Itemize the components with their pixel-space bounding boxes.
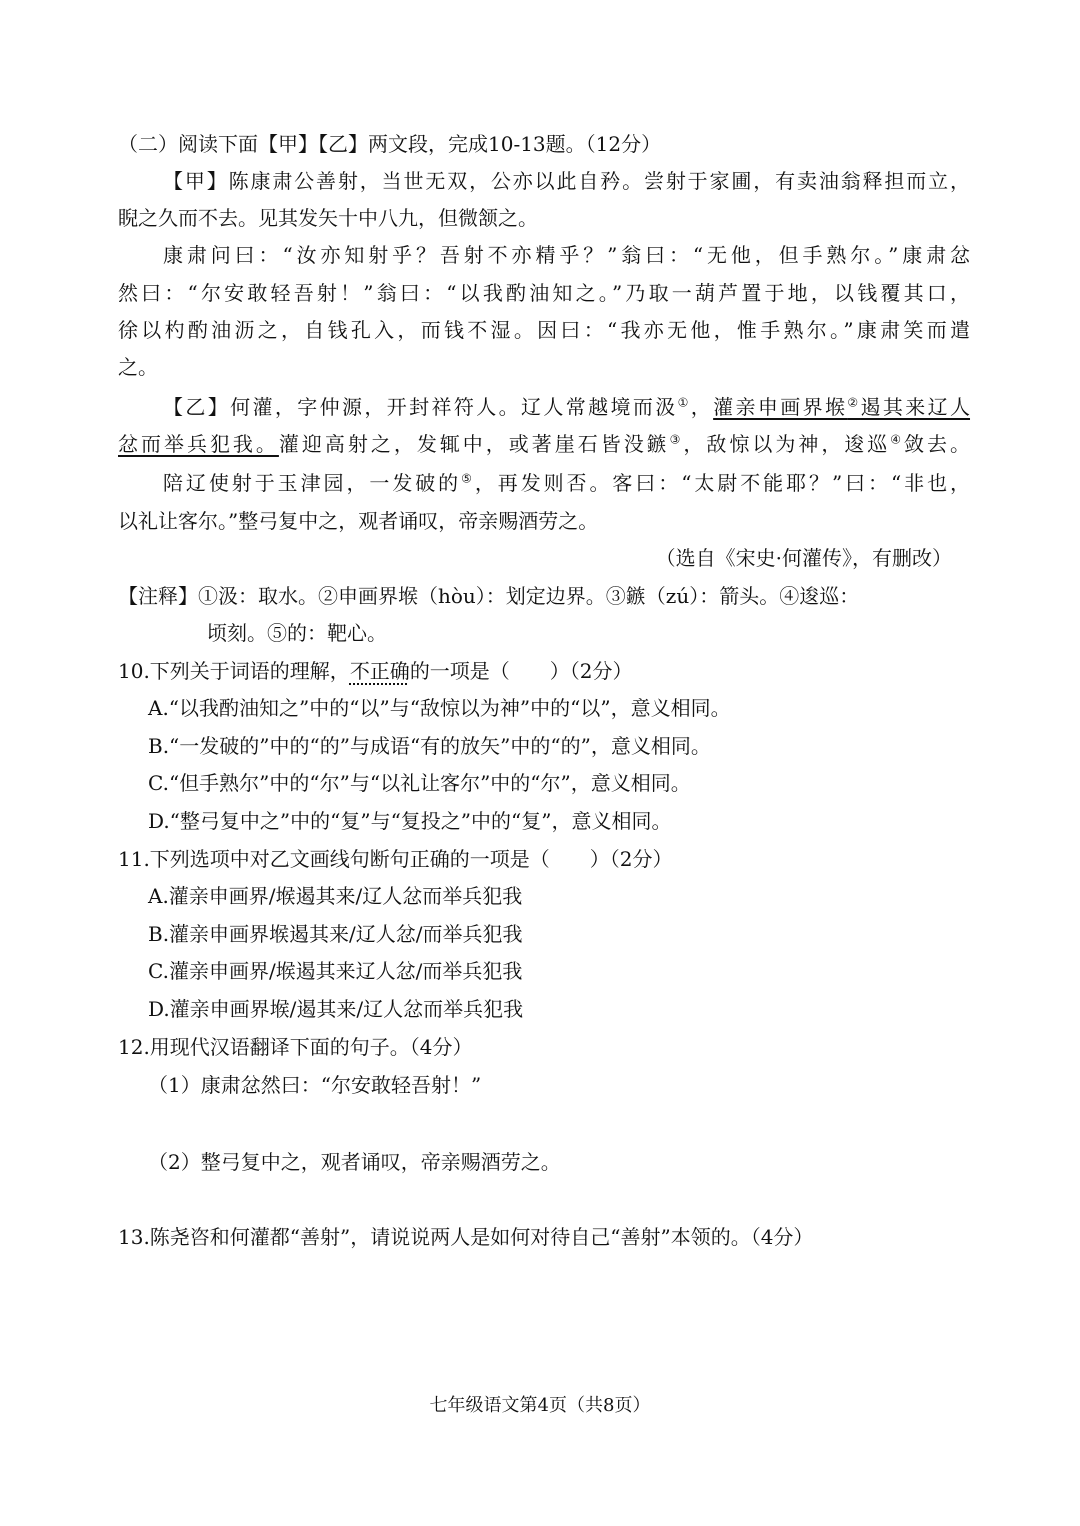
footnote-mark-5: ⑤ (461, 471, 475, 486)
footnote-mark-4: ④ (890, 432, 905, 447)
question-11-stem: 11.下列选项中对乙文画线句断句正确的一项是（ ）（2分） (118, 847, 673, 871)
passage-jia-line-6: 之。 (118, 355, 158, 379)
question-11-option-b: B.灌亲申画界堠遏其来/辽人忿/而举兵犯我 (148, 922, 523, 946)
passage-yi-line-1: 【乙】何灌，字仲源，开封祥符人。辽人常越境而汲①，灌亲申画界堠②遏其来辽人 (163, 395, 971, 419)
passage-jia-line-2: 睨之久而不去。见其发矢十中八九，但微颔之。 (118, 206, 538, 230)
passage-jia-line-4: 然曰：“尔安敢轻吾射！”翁曰：“以我酌油知之。”乃取一葫芦置于地，以钱覆其口， (118, 281, 970, 305)
question-12-stem: 12.用现代汉语翻译下面的句子。（4分） (118, 1035, 473, 1059)
notes-line-1: 【注释】①汲：取水。②申画界堠（hòu）：划定边界。③鏃（zú）：箭头。④逡巡： (118, 584, 860, 608)
question-10-stem: 10.下列关于词语的理解，不正确的一项是（ ）（2分） (118, 659, 633, 683)
passage-yi-line-4: 以礼让客尔。”整弓复中之，观者诵叹，帝亲赐酒劳之。 (118, 509, 599, 533)
passage-jia-line-3: 康肃问曰：“汝亦知射乎？吾射不亦精乎？”翁曰：“无他，但手熟尔。”康肃忿 (163, 243, 970, 267)
question-11-option-d: D.灌亲申画界堠/遏其来/辽人忿而举兵犯我 (148, 997, 524, 1021)
footnote-mark-1: ① (677, 395, 691, 410)
section-header: （二）阅读下面【甲】【乙】两文段，完成10-13题。（12分） (118, 132, 662, 156)
question-10-option-c: C.“但手熟尔”中的“尔”与“以礼让客尔”中的“尔”，意义相同。 (148, 771, 691, 795)
question-12-item-1: （1）康肃忿然曰：“尔安敢轻吾射！” (148, 1073, 482, 1097)
footnote-mark-3: ③ (669, 432, 684, 447)
question-10-option-a: A.“以我酌油知之”中的“以”与“敌惊以为神”中的“以”，意义相同。 (148, 696, 731, 720)
question-10-option-d: D.“整弓复中之”中的“复”与“复投之”中的“复”，意义相同。 (148, 809, 672, 833)
underlined-sentence-part-2: 忿而举兵犯我。 (118, 432, 279, 456)
passage-source: （选自《宋史·何灌传》，有删改） (655, 546, 952, 570)
passage-yi-line-3: 陪辽使射于玉津园，一发破的⑤，再发则否。客曰：“太尉不能耶？”曰：“非也， (163, 471, 971, 495)
emphasis-not-correct: 不正确 (349, 659, 410, 683)
question-13-stem: 13.陈尧咨和何灌都“善射”，请说说两人是如何对待自己“善射”本领的。（4分） (118, 1225, 814, 1249)
question-11-option-a: A.灌亲申画界/堠遏其来/辽人忿而举兵犯我 (148, 884, 523, 908)
passage-yi-line-2: 忿而举兵犯我。灌迎高射之，发辄中，或著崖石皆没鏃③，敌惊以为神，逡巡④敛去。 (118, 432, 971, 456)
passage-jia-line-1: 【甲】陈康肃公善射，当世无双，公亦以此自矜。尝射于家圃，有卖油翁释担而立， (163, 169, 971, 193)
passage-jia-label: 【甲】 (163, 169, 229, 193)
page-footer: 七年级语文第4页（共8页） (429, 1395, 651, 1416)
question-12-item-2: （2）整弓复中之，观者诵叹，帝亲赐酒劳之。 (148, 1150, 561, 1174)
passage-yi-label: 【乙】 (163, 395, 231, 419)
notes-line-2: 顷刻。⑤的：靶心。 (207, 621, 387, 645)
passage-jia-line-5: 徐以杓酌油沥之，自钱孔入，而钱不湿。因曰：“我亦无他，惟手熟尔。”康肃笑而遣 (118, 318, 970, 342)
footnote-mark-2: ② (847, 395, 861, 410)
question-10-option-b: B.“一发破的”中的“的”与成语“有的放矢”中的“的”，意义相同。 (148, 734, 711, 758)
underlined-sentence-part-1: 灌亲申画界堠②遏其来辽人 (713, 395, 971, 419)
question-11-option-c: C.灌亲申画界/堠遏其来辽人忿/而举兵犯我 (148, 959, 523, 983)
